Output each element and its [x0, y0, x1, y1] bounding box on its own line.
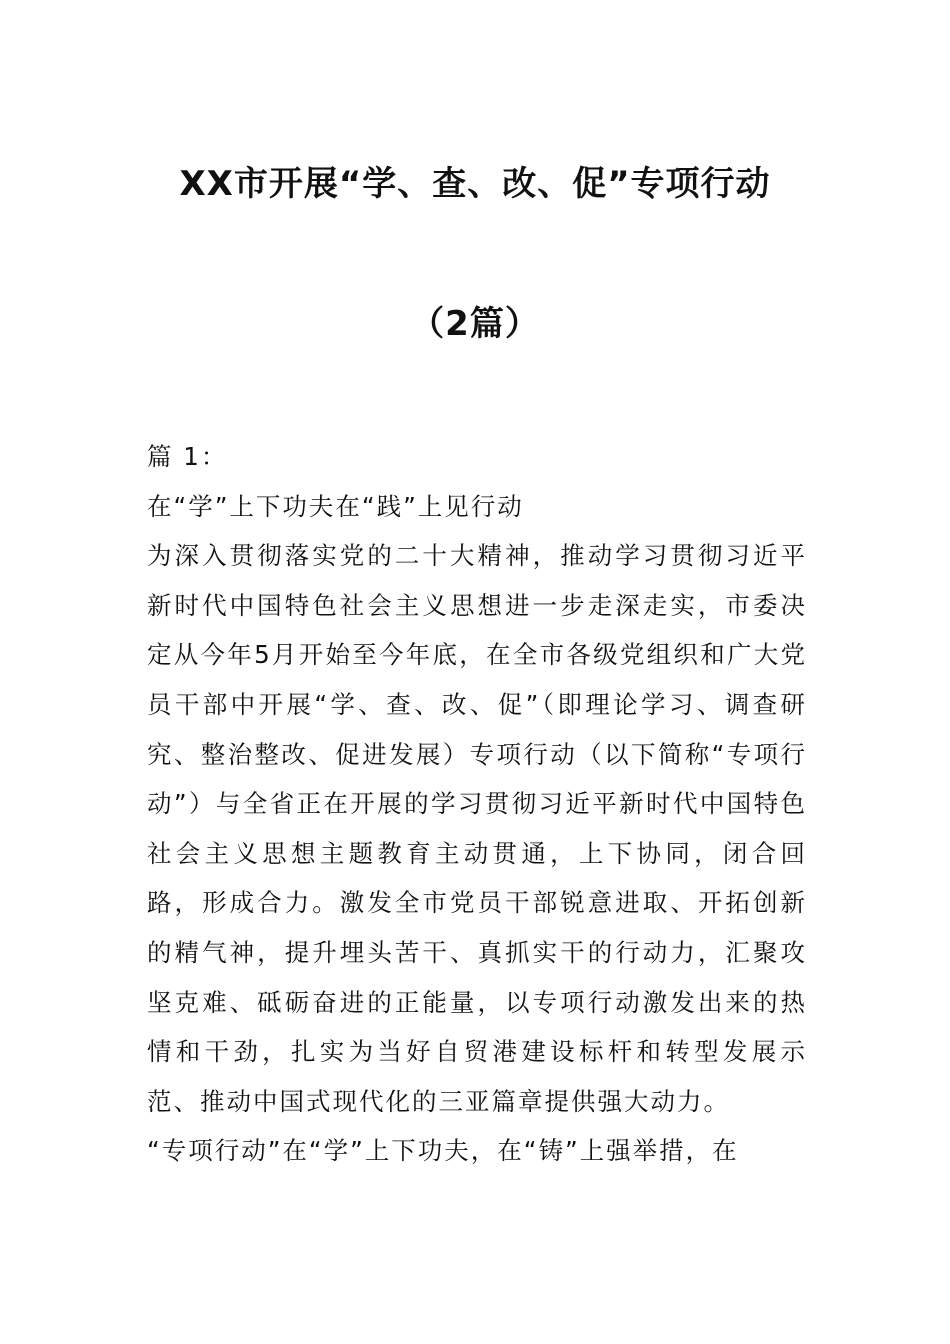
paragraph: 为深入贯彻落实党的二十大精神，推动学习贯彻习近平新时代中国特色社会主义思想进一步走深走实，市委决定从今年5月开始至今年底，在全市各级党组织和广大党员干部中开展“学、查、改、促”（即理论学习、调查研究、整治整改、促进发展）专项行动（以下简称“专项行动”）与全省正在开展的学习贯彻习近平新时代中国特色社会主义思想主题教育主动贯通，上下协同，闭合回路，形成合力。激发全市党员干部锐意进取、开拓创新的精气神，提升埋头苦干、真抓实干的行动力，汇聚攻坚克难、砥砺奋进的正能量，以专项行动激发出来的热情和干劲，扎实为当好自贸港建设标杆和转型发展示范、推动中国式现代化的三亚篇章提供强大动力。: [147, 541, 807, 1116]
paragraph: “专项行动”在“学”上下功夫，在“铸”上强举措，在: [147, 1136, 739, 1166]
section-label: 篇 1：: [147, 442, 228, 471]
section-heading: 在“学”上下功夫在“践”上见行动: [147, 491, 524, 521]
document-subtitle: （2篇）: [410, 304, 540, 344]
document-body: [147, 432, 807, 1176]
document-title: XX市开展“学、查、改、促”专项行动: [179, 164, 771, 204]
